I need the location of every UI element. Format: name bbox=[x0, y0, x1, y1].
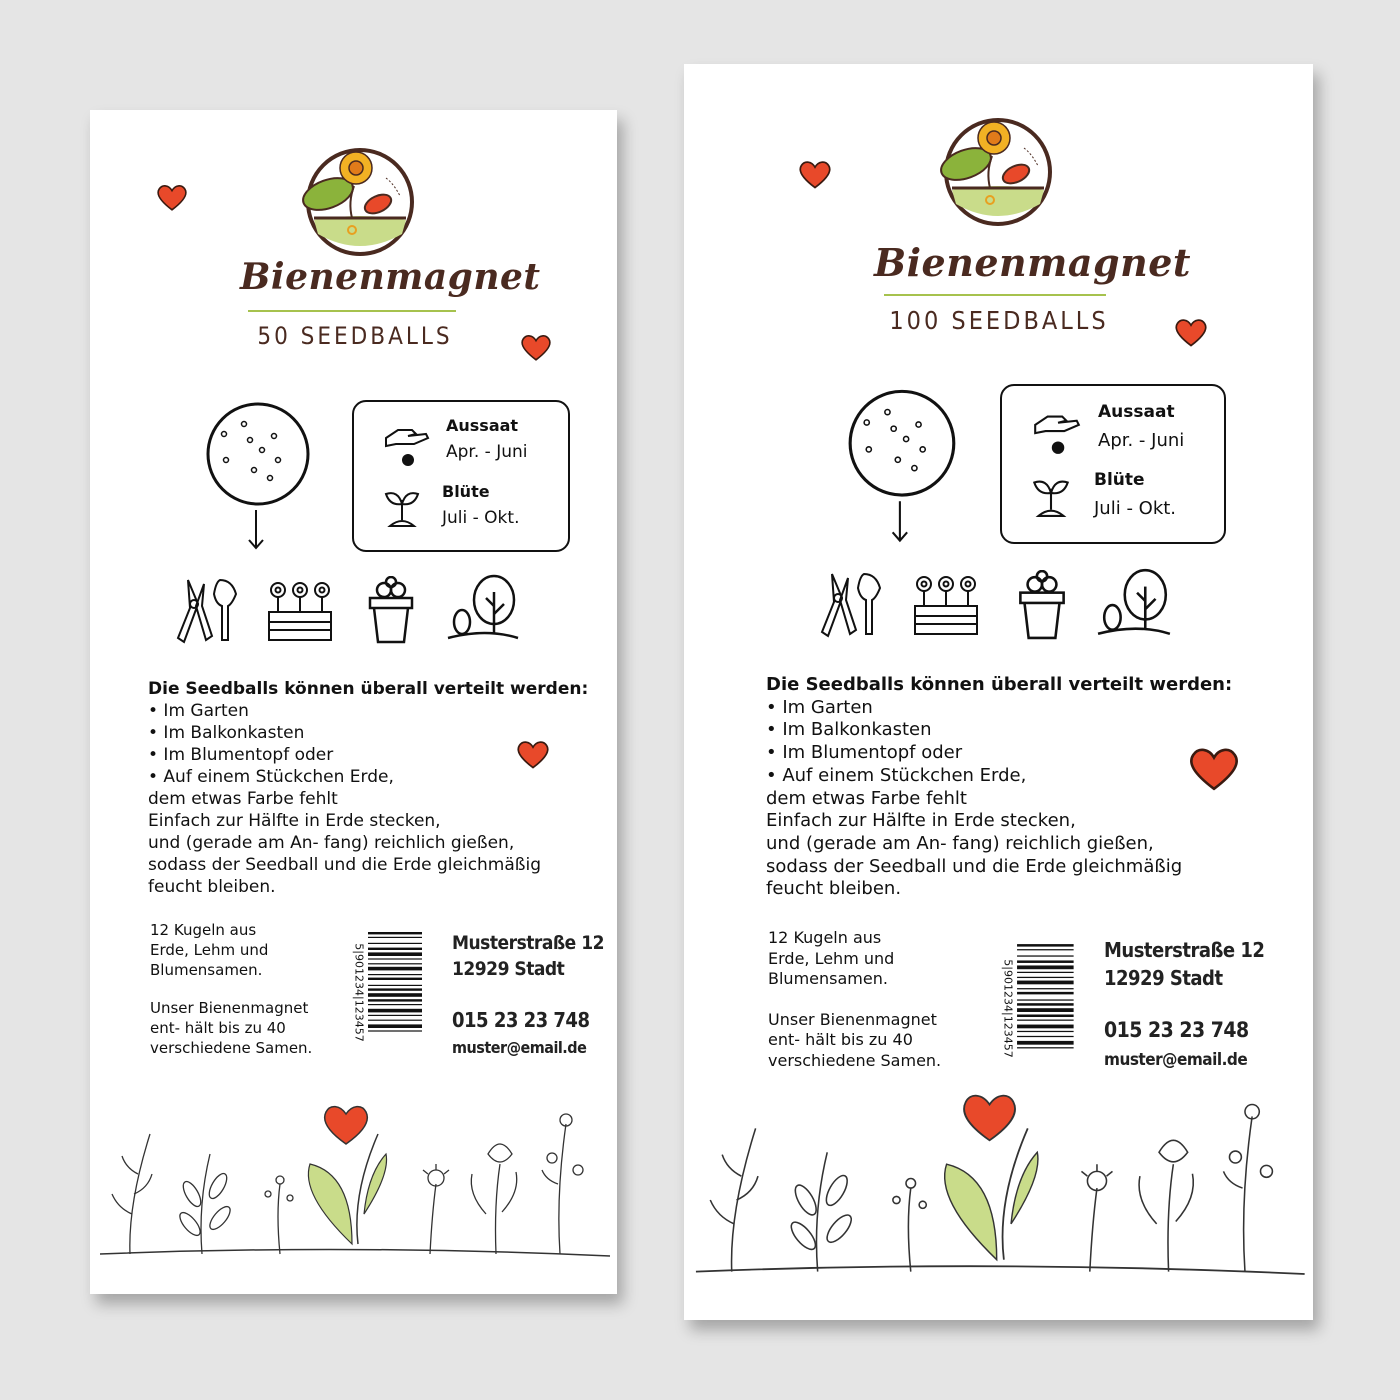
text-line: Einfach zur Hälfte in Erde stecken, bbox=[148, 811, 441, 831]
text-line: dem etwas Farbe fehlt bbox=[766, 787, 967, 809]
info-line: Erde, Lehm und bbox=[150, 941, 269, 959]
aussaat-title: Aussaat bbox=[1098, 402, 1175, 422]
info-line: ent- hält bis zu 40 bbox=[150, 1019, 286, 1037]
aussaat-title: Aussaat bbox=[446, 416, 519, 435]
bluete-title: Blüte bbox=[1094, 470, 1145, 490]
flower-box-icon bbox=[266, 576, 336, 644]
logo-emblem bbox=[290, 142, 430, 262]
usage-heading: Die Seedballs können überall verteilt werden: bbox=[766, 674, 1233, 695]
bullet-item: • Im Garten bbox=[148, 701, 249, 721]
heart-icon bbox=[156, 182, 188, 212]
phone-number: 015 23 23 748 bbox=[1104, 1018, 1249, 1042]
text-line: Einfach zur Hälfte in Erde stecken, bbox=[766, 810, 1076, 832]
bluete-value: Juli - Okt. bbox=[1094, 498, 1177, 519]
email-address: muster@email.de bbox=[1104, 1050, 1248, 1070]
text-line: sodass der Seedball und die Erde gleichmäßig bbox=[766, 855, 1183, 877]
info-line: Blumensamen. bbox=[150, 961, 263, 979]
usage-text bbox=[766, 674, 1232, 901]
seedball-icon bbox=[204, 402, 314, 550]
usage-text bbox=[148, 678, 588, 898]
contents-info bbox=[768, 928, 941, 1071]
garden-tools-icon bbox=[174, 576, 246, 646]
address-city: 12929 Stadt bbox=[452, 958, 565, 980]
address-street: Musterstraße 12 bbox=[1104, 938, 1265, 962]
text-line: und (gerade am An- fang) reichlich gießen, bbox=[766, 832, 1154, 854]
address-street: Musterstraße 12 bbox=[452, 932, 605, 954]
wildflowers-illustration bbox=[90, 1094, 617, 1294]
text-line: feucht bleiben. bbox=[148, 877, 276, 897]
brand-name: Bienenmagnet bbox=[240, 256, 541, 298]
garden-tools-icon bbox=[818, 570, 890, 640]
brand-name: Bienenmagnet bbox=[874, 240, 1191, 285]
brand-underline bbox=[248, 310, 456, 312]
barcode-number: 5|901234|123457 bbox=[352, 943, 366, 1042]
text-line: feucht bleiben. bbox=[766, 878, 902, 900]
phone-number: 015 23 23 748 bbox=[452, 1008, 590, 1032]
sprout-icon bbox=[382, 482, 422, 528]
bluete-value: Juli - Okt. bbox=[442, 508, 520, 528]
aussaat-value: Apr. - Juni bbox=[1098, 430, 1185, 451]
barcode-number: 5|901234|123457 bbox=[1001, 959, 1015, 1058]
bullet-item: • Im Balkonkasten bbox=[148, 723, 305, 743]
contents-info bbox=[150, 920, 312, 1058]
wildflowers-illustration bbox=[684, 1080, 1313, 1320]
bullet-item: • Im Garten bbox=[766, 696, 873, 718]
heart-icon bbox=[1174, 316, 1208, 348]
info-line: 12 Kugeln aus bbox=[150, 921, 257, 939]
heart-icon bbox=[798, 158, 832, 190]
seedball-icon bbox=[846, 388, 960, 544]
text-line: dem etwas Farbe fehlt bbox=[148, 789, 338, 809]
info-line: Blumensamen. bbox=[768, 969, 888, 988]
bullet-item: • Auf einem Stückchen Erde, bbox=[766, 764, 1027, 786]
seedball-count: 50 SEEDBALLS bbox=[257, 322, 453, 350]
flower-pot-icon bbox=[1016, 570, 1068, 640]
flower-box-icon bbox=[912, 570, 982, 638]
info-line: 12 Kugeln aus bbox=[768, 928, 882, 947]
bullet-item: • Auf einem Stückchen Erde, bbox=[148, 767, 394, 787]
bullet-item: • Im Blumentopf oder bbox=[148, 745, 334, 765]
tree-icon bbox=[446, 572, 522, 644]
usage-heading: Die Seedballs können überall verteilt werden: bbox=[148, 679, 589, 699]
address-city: 12929 Stadt bbox=[1104, 966, 1223, 990]
info-line: Unser Bienenmagnet bbox=[768, 1009, 937, 1029]
bullet-item: • Im Balkonkasten bbox=[766, 719, 932, 741]
email-address: muster@email.de bbox=[452, 1038, 587, 1057]
aussaat-value: Apr. - Juni bbox=[446, 442, 528, 462]
brand-underline bbox=[884, 294, 1106, 296]
info-line: Unser Bienenmagnet bbox=[150, 999, 309, 1017]
bullet-item: • Im Blumentopf oder bbox=[766, 742, 963, 764]
flower-pot-icon bbox=[366, 576, 416, 644]
hand-sowing-icon bbox=[382, 416, 432, 468]
info-line: verschiedene Samen. bbox=[768, 1050, 942, 1070]
sprout-icon bbox=[1030, 470, 1072, 518]
seedball-count: 100 SEEDBALLS bbox=[889, 306, 1109, 335]
tree-icon bbox=[1096, 566, 1174, 640]
text-line: sodass der Seedball und die Erde gleichmäßig bbox=[148, 855, 542, 875]
heart-icon bbox=[520, 332, 552, 362]
logo-emblem bbox=[928, 112, 1068, 232]
bluete-title: Blüte bbox=[442, 482, 490, 501]
text-line: und (gerade am An- fang) reichlich gießen, bbox=[148, 833, 515, 853]
info-line: verschiedene Samen. bbox=[150, 1039, 313, 1057]
flyer-card-100 bbox=[684, 64, 1313, 1320]
info-line: Erde, Lehm und bbox=[768, 948, 895, 968]
flyer-card-50 bbox=[90, 110, 617, 1294]
hand-sowing-icon bbox=[1030, 402, 1084, 456]
info-line: ent- hält bis zu 40 bbox=[768, 1030, 913, 1049]
